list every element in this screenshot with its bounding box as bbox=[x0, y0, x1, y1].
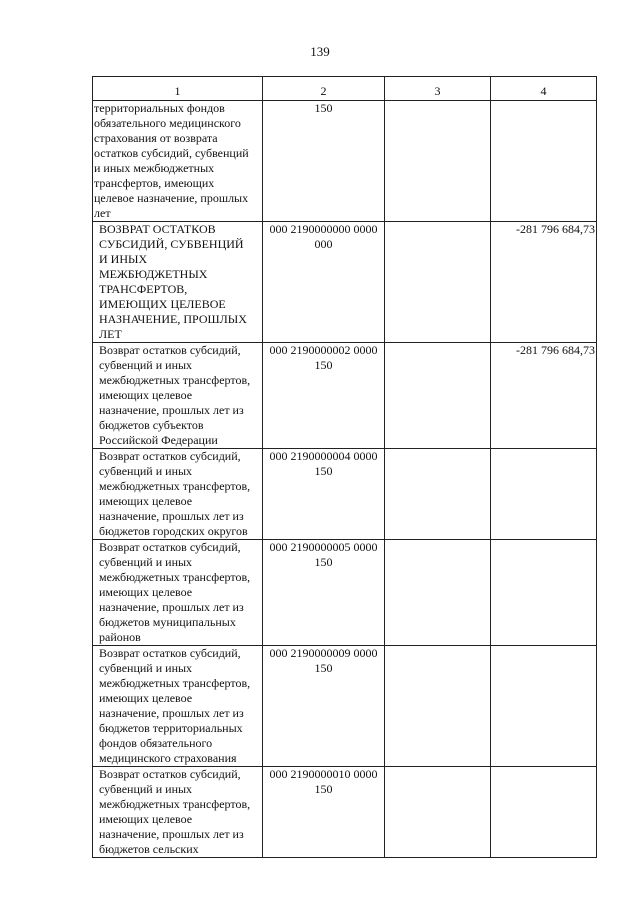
row-col4-value bbox=[491, 767, 597, 858]
row-description: Возврат остатков субсидий, субвенций и иных межбюджетных трансфертов, имеющих целевое назначение, прошлых лет из бюджетов территориальных фондов обязательного медицинского страхования bbox=[93, 646, 263, 767]
row-code: 000 2190000010 0000 150 bbox=[263, 767, 385, 858]
row-col3-value bbox=[385, 646, 491, 767]
table-header-row bbox=[93, 77, 597, 101]
row-col3-value bbox=[385, 101, 491, 222]
header-col-2: 2 bbox=[263, 77, 385, 101]
row-code: 000 2190000004 0000 150 bbox=[263, 449, 385, 540]
header-col-1: 1 bbox=[93, 77, 263, 101]
table-row bbox=[93, 449, 597, 540]
table-row bbox=[93, 343, 597, 449]
header-col-4: 4 bbox=[491, 77, 597, 101]
row-code: 000 2190000000 0000 000 bbox=[263, 222, 385, 343]
row-col3-value bbox=[385, 222, 491, 343]
table-row bbox=[93, 222, 597, 343]
row-code: 000 2190000005 0000 150 bbox=[263, 540, 385, 646]
row-description: Возврат остатков субсидий, субвенций и иных межбюджетных трансфертов, имеющих целевое назначение, прошлых лет из бюджетов муниципальных районов bbox=[93, 540, 263, 646]
row-description: Возврат остатков субсидий, субвенций и иных межбюджетных трансфертов, имеющих целевое назначение, прошлых лет из бюджетов сельских bbox=[93, 767, 263, 858]
row-col4-value bbox=[491, 646, 597, 767]
row-code: 000 2190000009 0000 150 bbox=[263, 646, 385, 767]
row-description: Возврат остатков субсидий, субвенций и иных межбюджетных трансфертов, имеющих целевое назначение, прошлых лет из бюджетов субъектов Российской Федерации bbox=[93, 343, 263, 449]
table-row bbox=[93, 646, 597, 767]
row-description: территориальных фондов обязательного медицинского страхования от возврата остатков субсидий, субвенций и иных межбюджетных трансфертов, имеющих целевое назначение, прошлых лет bbox=[93, 101, 263, 222]
row-col4-value bbox=[491, 101, 597, 222]
table-row bbox=[93, 101, 597, 222]
row-col4-value bbox=[491, 449, 597, 540]
row-col3-value bbox=[385, 767, 491, 858]
table-row bbox=[93, 767, 597, 858]
table-row bbox=[93, 540, 597, 646]
page-number: 139 bbox=[310, 44, 330, 59]
row-col3-value bbox=[385, 540, 491, 646]
row-code: 000 2190000002 0000 150 bbox=[263, 343, 385, 449]
budget-table bbox=[92, 76, 597, 858]
row-description: ВОЗВРАТ ОСТАТКОВ СУБСИДИЙ, СУБВЕНЦИЙ И ИНЫХ МЕЖБЮДЖЕТНЫХ ТРАНСФЕРТОВ, ИМЕЮЩИХ ЦЕЛЕВОЕ НАЗНАЧЕНИЕ, ПРОШЛЫХ ЛЕТ bbox=[93, 222, 263, 343]
row-col3-value bbox=[385, 343, 491, 449]
row-col4-value bbox=[491, 540, 597, 646]
header-col-3: 3 bbox=[385, 77, 491, 101]
row-code: 150 bbox=[263, 101, 385, 222]
row-col3-value bbox=[385, 449, 491, 540]
row-col4-value: -281 796 684,73 bbox=[491, 222, 597, 343]
row-col4-value: -281 796 684,73 bbox=[491, 343, 597, 449]
row-description: Возврат остатков субсидий, субвенций и иных межбюджетных трансфертов, имеющих целевое назначение, прошлых лет из бюджетов городских округов bbox=[93, 449, 263, 540]
